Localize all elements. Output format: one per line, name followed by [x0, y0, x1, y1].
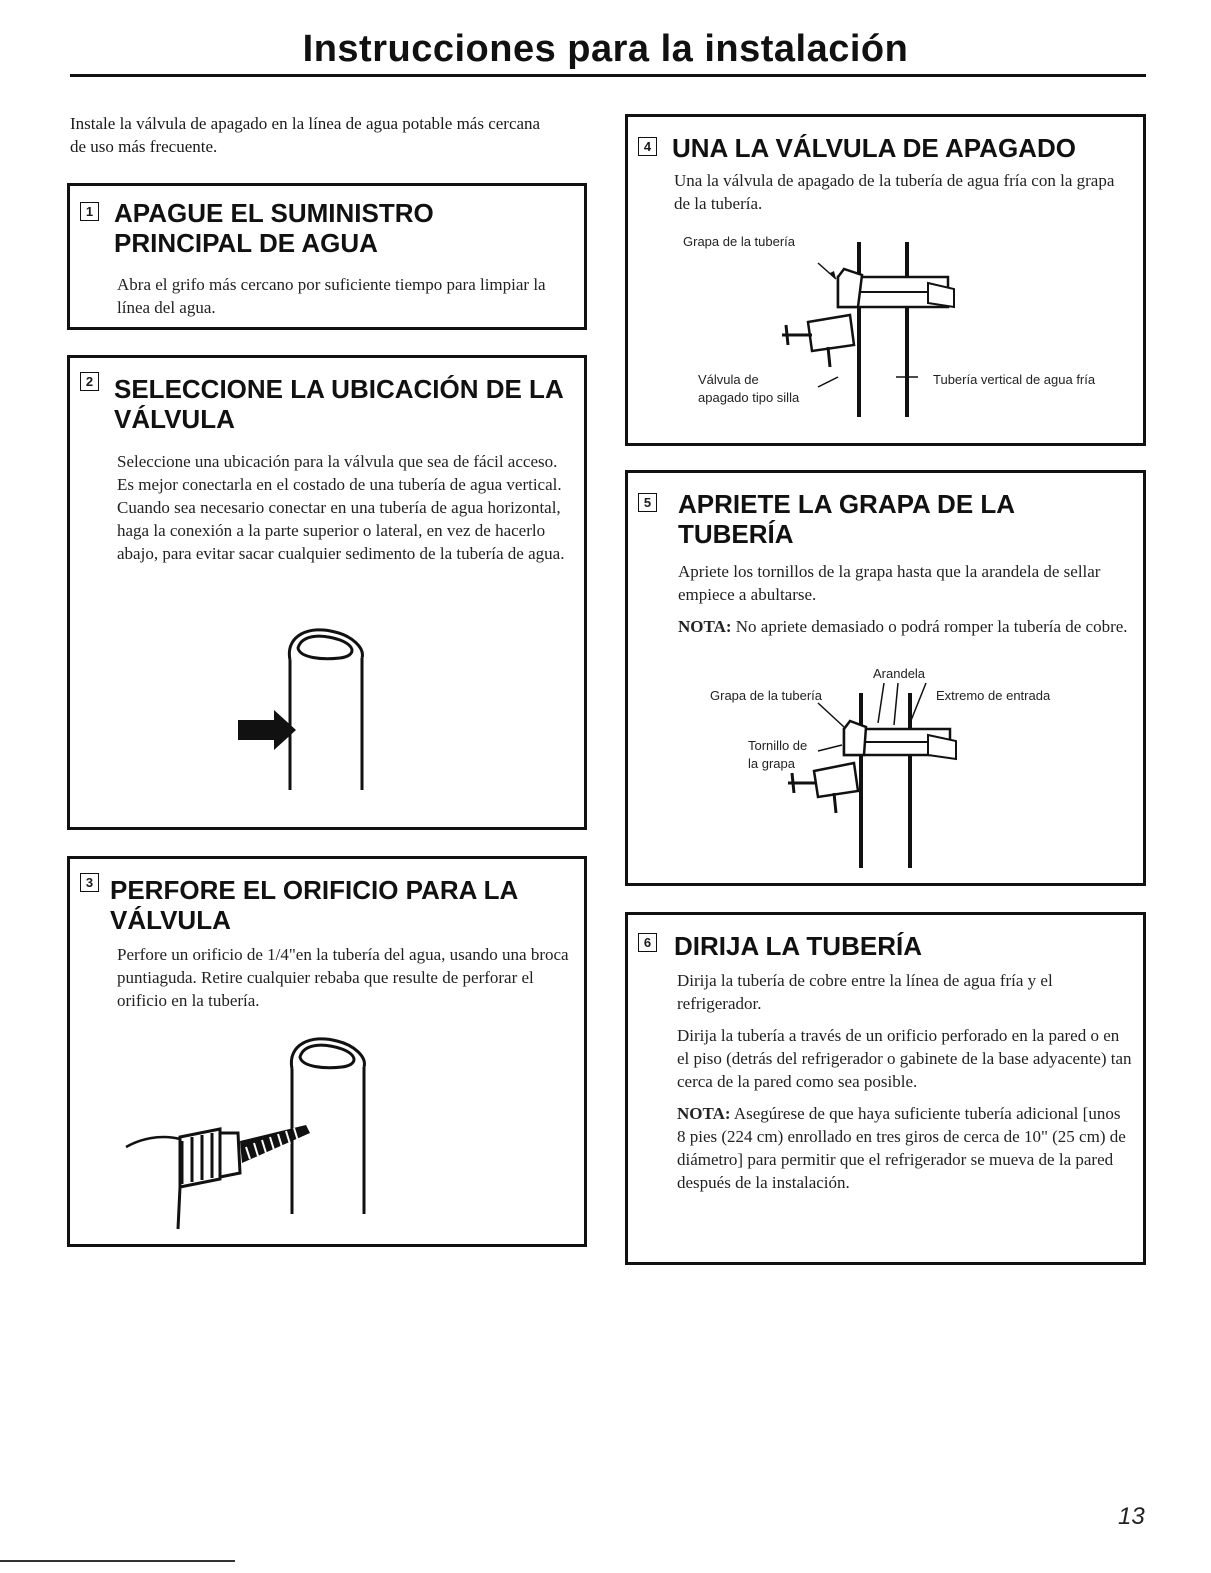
step-5-number: 5 — [638, 493, 657, 512]
label-valve-line2: apagado tipo silla — [698, 390, 800, 405]
step-2-body: Seleccione una ubicación para la válvula que sea de fácil acceso. Es mejor conectarla en el costado de una tubería de agua vertical. Cuando sea necesario conectar en una tubería de agua horizontal, haga la conexión a la parte superior o lateral, en vez de hacerlo abajo, para evitar sacar cualquier sedimento de la tubería de agua. — [117, 452, 565, 563]
step-5-body — [678, 560, 1128, 647]
step-3-body: Perfore un orificio de 1/4"en la tubería del agua, usando una broca puntiaguda. Retire cualquier rebaba que resulte de perforar el orificio en la tubería. — [117, 945, 569, 1010]
step-3-heading: PERFORE EL ORIFICIO PARA LA VÁLVULA — [110, 875, 518, 935]
step-1-heading: APAGUE EL SUMINISTRO PRINCIPAL DE AGUA — [114, 198, 434, 258]
step-3-number: 3 — [80, 873, 99, 892]
step-6-note — [677, 1102, 1132, 1194]
label-pipe: Tubería vertical de agua fría — [933, 372, 1096, 387]
footer-line — [0, 1560, 235, 1562]
label-inlet: Extremo de entrada — [936, 688, 1051, 703]
step-4-box — [625, 114, 1146, 446]
step-5-note-text: No apriete demasiado o podrá romper la tubería de cobre. — [735, 617, 1128, 636]
label-screw-line1: Tornillo de — [748, 738, 808, 753]
step-4-body: Una la válvula de apagado de la tubería de agua fría con la grapa de la tubería. — [674, 171, 1115, 213]
label-screw-line2: la grapa — [748, 756, 795, 771]
clamp-tightening-illustration — [778, 693, 978, 873]
saddle-valve-illustration — [778, 237, 968, 427]
page-title: Instrucciones para la instalación — [302, 28, 909, 70]
title-rule — [70, 74, 1146, 77]
step-5-box — [625, 470, 1146, 886]
step-6-note-label: NOTA: — [677, 1104, 731, 1123]
step-2-heading: SELECCIONE LA UBICACIÓN DE LA VÁLVULA — [114, 374, 563, 434]
intro-text: Instale la válvula de apagado en la línea de agua potable más cercana de uso más frecuente. — [70, 114, 541, 156]
label-clamp: Grapa de la tubería — [683, 234, 796, 249]
step-6-note-text: Asegúrese de que haya suficiente tubería adicional [unos 8 pies (224 cm) enrollado en tres giros de cerca de 10" (25 cm) de diámetro] para permitir que el refrigerador se mueva de la pared después de la instalación. — [677, 1104, 1126, 1192]
step-5-heading: APRIETE LA GRAPA DE LA TUBERÍA — [678, 489, 1015, 549]
step-4-number: 4 — [638, 137, 657, 156]
page-number: 13 — [1118, 1503, 1145, 1530]
step-1-number: 1 — [80, 202, 99, 221]
label-washer: Arandela — [873, 666, 926, 681]
step-5-note-label: NOTA: — [678, 617, 732, 636]
label-valve-line1: Válvula de — [698, 372, 759, 387]
label-clamp-5: Grapa de la tubería — [710, 688, 823, 703]
step-1-box — [67, 183, 587, 330]
step-5-note — [678, 615, 1128, 638]
step-4-heading: UNA LA VÁLVULA DE APAGADO — [672, 133, 1076, 163]
drill-illustration — [120, 1029, 450, 1229]
step-6-body — [677, 969, 1132, 1203]
step-1-body: Abra el grifo más cercano por suficiente tiempo para limpiar la línea del agua. — [117, 275, 546, 317]
step-6-number: 6 — [638, 933, 657, 952]
step-6-text-1: Dirija la tubería de cobre entre la línea de agua fría y el refrigerador. — [677, 971, 1053, 1013]
step-2-box — [67, 355, 587, 830]
step-5-text: Apriete los tornillos de la grapa hasta que la arandela de sellar empiece a abultarse. — [678, 562, 1101, 604]
step-6-text-2: Dirija la tubería a través de un orificio perforado en la pared o en el piso (detrás del refrigerador o gabinete de la base adyacente) tan cerca de la pared como sea posible. — [677, 1026, 1132, 1091]
step-6-box — [625, 912, 1146, 1265]
step-3-box — [67, 856, 587, 1247]
step-2-number: 2 — [80, 372, 99, 391]
vertical-pipe-illustration — [230, 620, 450, 820]
step-6-heading: DIRIJA LA TUBERÍA — [674, 931, 922, 961]
